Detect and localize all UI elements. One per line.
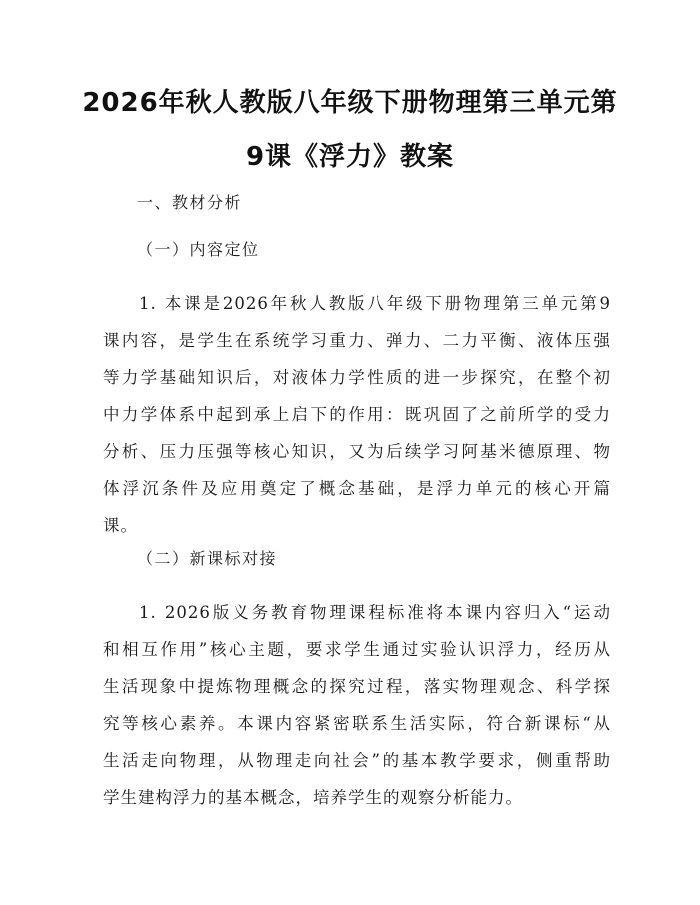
paragraph-line: 生活现象中提炼物理概念的探究过程，落实物理观念、科学探 (103, 677, 611, 696)
paragraph-line: 和相互作用”核心主题，要求学生通过实验认识浮力，经历从 (103, 640, 611, 659)
subsection-heading-curriculum-standard: （二）新课标对接 (137, 549, 278, 568)
paragraph-line: 1. 本课是2026年秋人教版八年级下册物理第三单元第9 (139, 294, 611, 313)
paragraph-curriculum-standard (103, 594, 611, 816)
paragraph-line: 学生建构浮力的基本概念，培养学生的观察分析能力。 (103, 788, 523, 807)
paragraph-line: 课。 (103, 516, 138, 535)
paragraph-line: 分析、压力压强等核心知识，又为后续学习阿基米德原理、物 (103, 442, 611, 461)
paragraph-line: 1. 2026版义务教育物理课程标准将本课内容归入“运动 (139, 603, 611, 622)
paragraph-line: 究等核心素养。本课内容紧密联系生活实际，符合新课标“从 (103, 714, 611, 733)
paragraph-line: 课内容，是学生在系统学习重力、弹力、二力平衡、液体压强 (103, 331, 611, 350)
paragraph-line: 体浮沉条件及应用奠定了概念基础，是浮力单元的核心开篇 (103, 479, 611, 498)
document-title (60, 76, 640, 184)
title-line-2: 9课《浮力》教案 (245, 142, 455, 172)
paragraph-content-positioning (103, 285, 611, 544)
paragraph-line: 中力学体系中起到承上启下的作用：既巩固了之前所学的受力 (103, 405, 611, 424)
paragraph-line: 生活走向物理，从物理走向社会”的基本教学要求，侧重帮助 (103, 751, 611, 770)
paragraph-line: 等力学基础知识后，对液体力学性质的进一步探究，在整个初 (103, 368, 611, 387)
subsection-heading-content-positioning: （一）内容定位 (137, 240, 260, 259)
title-line-1: 2026年秋人教版八年级下册物理第三单元第 (82, 88, 618, 118)
section-heading-textbook-analysis: 一、教材分析 (137, 193, 243, 212)
